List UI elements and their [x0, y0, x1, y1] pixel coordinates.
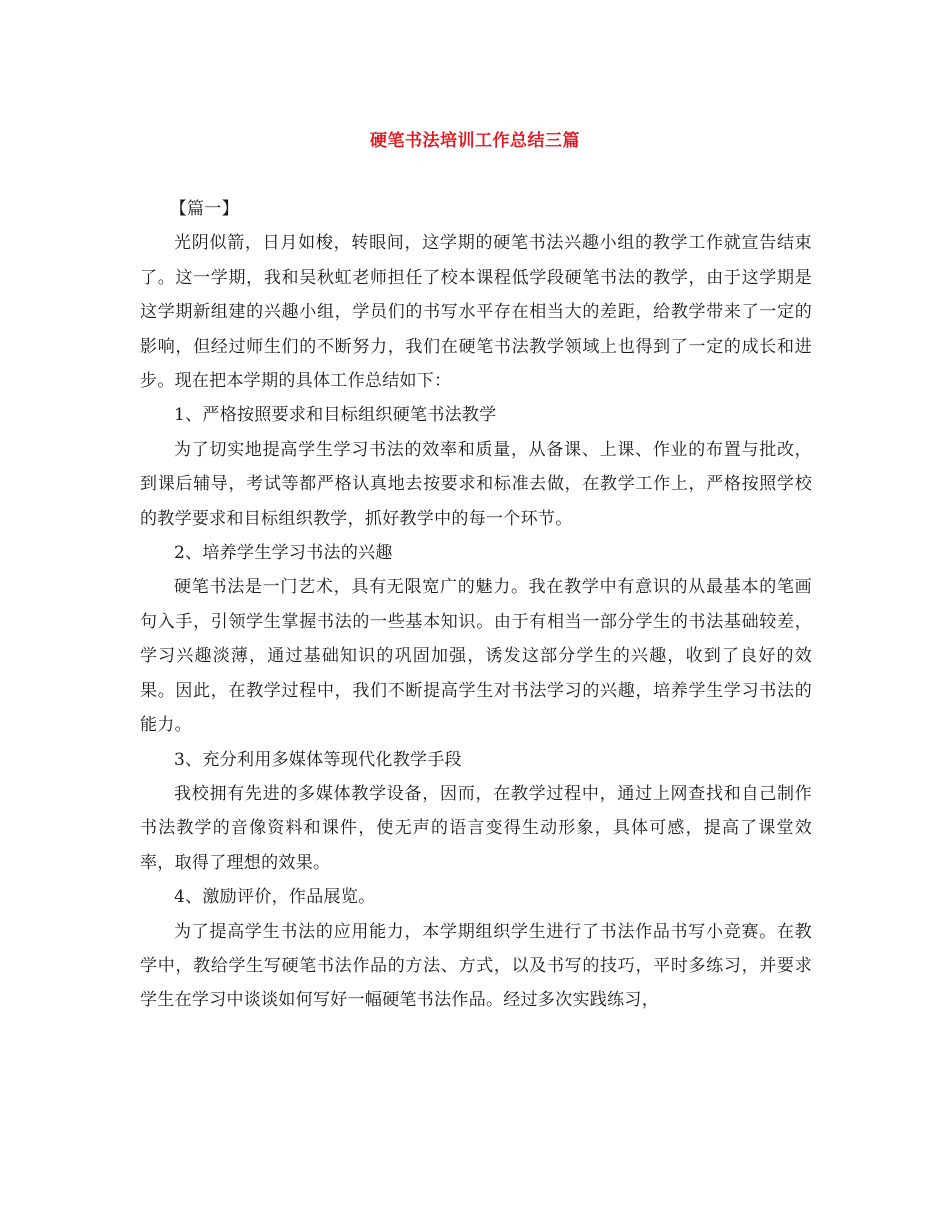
- item-heading-1: 1、严格按照要求和目标组织硬笔书法教学: [174, 405, 497, 426]
- item-heading-2: 2、培养学生学习书法的兴趣: [174, 543, 393, 564]
- document-body: [140, 192, 812, 1018]
- item-heading-3: 3、充分利用多媒体等现代化教学手段: [174, 749, 462, 770]
- intro-paragraph: 光阴似箭，日月如梭，转眼间，这学期的硬笔书法兴趣小组的教学工作就宣告结束了。这一学期，我和吴秋虹老师担任了校本课程低学段硬笔书法的教学，由于这学期是这学期新组建的兴趣小组，学员们的书写水平存在相当大的差距，给教学带来了一定的影响，但经过师生们的不断努力，我们在硬笔书法教学领域上也得到了一定的成长和进步。现在把本学期的具体工作总结如下：: [140, 233, 812, 392]
- item-paragraph-2: 硬笔书法是一门艺术，具有无限宽广的魅力。我在教学中有意识的从最基本的笔画句入手，引领学生掌握书法的一些基本知识。由于有相当一部分学生的书法基础较差，学习兴趣淡薄，通过基础知识的巩固加强，诱发这部分学生的兴趣，收到了良好的效果。因此，在教学过程中，我们不断提高学生对书法学习的兴趣，培养学生学习书法的能力。: [140, 577, 812, 736]
- item-paragraph-1: 为了切实地提高学生学习书法的效率和质量，从备课、上课、作业的布置与批改，到课后辅导，考试等都严格认真地去按要求和标准去做，在教学工作上，严格按照学校的教学要求和目标组织教学，抓好教学中的每一个环节。: [140, 439, 812, 529]
- item-heading-4: 4、激励评价，作品展览。: [174, 887, 376, 908]
- document-title: 硬笔书法培训工作总结三篇: [370, 131, 580, 151]
- item-paragraph-4: 为了提高学生书法的应用能力，本学期组织学生进行了书法作品书写小竞赛。在教学中，教给学生写硬笔书法作品的方法、方式，以及书写的技巧，平时多练习，并要求学生在学习中谈谈如何写好一幅硬笔书法作品。经过多次实践练习，: [140, 921, 812, 1011]
- item-paragraph-3: 我校拥有先进的多媒体教学设备，因而，在教学过程中，通过上网查找和自己制作书法教学的音像资料和课件，使无声的语言变得生动形象，具体可感，提高了课堂效率，取得了理想的效果。: [140, 783, 812, 873]
- section-heading-part-one: 【篇一】: [169, 199, 239, 219]
